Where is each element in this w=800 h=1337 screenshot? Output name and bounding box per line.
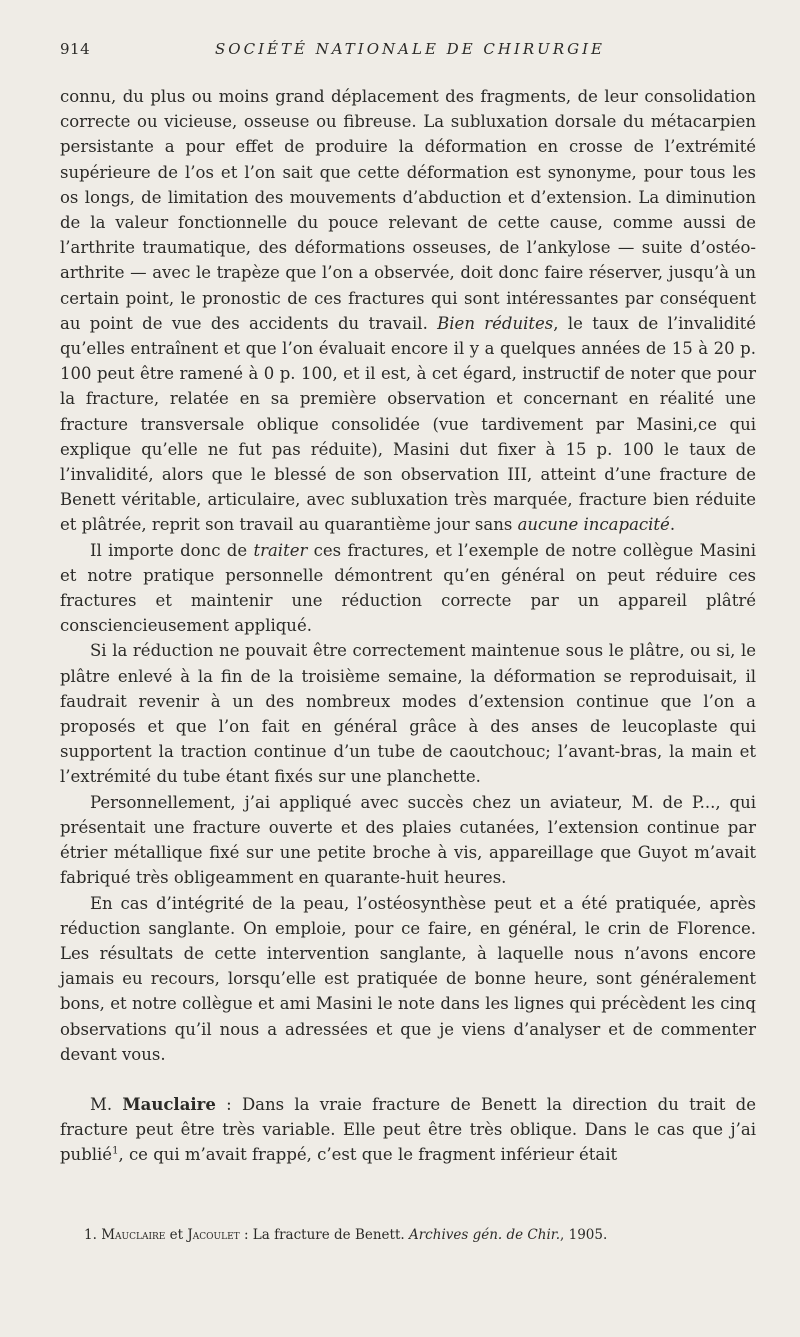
paragraph-1-text-c: .: [669, 515, 676, 535]
footnote-author-2: Jacoulet: [187, 1227, 240, 1243]
paragraph-6: [60, 1092, 756, 1168]
footnote-reference: 1: [112, 1145, 119, 1157]
footnote-number: 1.: [84, 1227, 97, 1243]
footnote-year: , 1905.: [560, 1227, 608, 1243]
footnote-text: : La fracture de Benett.: [239, 1227, 409, 1243]
paragraph-2-italic-a: traiter: [253, 540, 308, 560]
paragraph-1: [60, 84, 756, 538]
paragraph-1-text-a: connu, du plus ou moins grand déplacement des fragments, de leur consolidation correcte ou vicieuse, osseuse ou fibreuse. La subluxation dorsale du métacarpien persistante a pour effet de produire la déformation en crosse de l’extrémité supérieure de l’os et l’on sait que cette déformation est synonyme, pour tous les os longs, de limitation des mouvements d’abduction et d’extension. La diminution de la valeur fonctionnelle du pouce relevant de cette cause, comme aussi de l’arthrite traumatique, des déformations osseuses, de l’ankylose — suite d’ostéo-arthrite — avec le trapèze que l’on a observée, doit donc faire réserver, jusqu’à un certain point, le pronostic de ces fractures qui sont intéressantes par conséquent au point de vue des accidents du travail.: [60, 87, 756, 333]
paragraph-6-text-b: , ce qui m’avait frappé, c’est que le fragment inférieur était: [118, 1145, 618, 1165]
paragraph-5: En cas d’intégrité de la peau, l’ostéosynthèse peut et a été pratiquée, après réduction sanglante. On emploie, pour ce faire, en général, le crin de Florence. Les résultats de cette intervention sanglante, à laquelle nous n’avons encore jamais eu recours, lorsqu’elle est pratiquée de bonne heure, sont généralement bons, et notre collègue et ami Masini le note dans les lignes qui précèdent les cinq observations qu’il nous a adressées et que je viens d’analyser et de commenter devant vous.: [60, 893, 756, 1064]
paragraph-2: [60, 538, 756, 639]
speaker-name: Mauclaire: [122, 1094, 216, 1114]
paragraph-2-text-b: ces fractures, et l’exemple de notre collègue Masini et notre pratique personnelle démontrent qu’en général on peut réduire ces fractures et maintenir une réduction correcte par un appareil plâtré consciencieusement appliqué.: [60, 540, 756, 636]
paragraph-1-text-b: , le taux de l’invalidité qu’elles entraînent et que l’on évaluait encore il y a quelques années de 15 à 20 p. 100 peut être ramené à 0 p. 100, et il est, à cet égard, instructif de noter que pour la fracture, relatée en sa première observation et concernant en réalité une fracture transversale oblique consolidée (vue tardivement par Masini,ce qui explique qu’elle ne fut pas réduite), Masini dut fixer à 15 p. 100 le taux de l’invalidité, alors que le blessé de son observation III, atteint d’une fracture de Benett véritable, articulaire, avec subluxation très marquée, fracture bien réduite et plâtrée, reprit son travail au quarantième jour sans: [60, 313, 756, 535]
paragraph-1-italic-b: aucune incapacité: [517, 515, 670, 535]
running-title: SOCIÉTÉ NATIONALE DE CHIRURGIE: [215, 40, 605, 58]
paragraph-1-italic-a: Bien réduites: [437, 313, 554, 333]
footnote-connector: et: [165, 1227, 188, 1243]
body-text: [60, 84, 756, 1168]
paragraph-2-text-a: Il importe donc de: [90, 540, 254, 560]
paragraph-6-text-a: : Dans la vraie fracture de Benett la direction du trait de fracture peut être très variable. Elle peut être très oblique. Dans le cas que j’ai publié: [60, 1094, 756, 1165]
paragraph-6-prefix: M.: [90, 1094, 123, 1114]
paragraph-4: Personnellement, j’ai appliqué avec succès chez un aviateur, M. de P..., qui présentait une fracture ouverte et des plaies cutanées, l’extension continue par étrier métallique fixé sur une petite broche à vis, appareillage que Guyot m’avait fabriqué très obligeamment en quarante-huit heures.: [60, 792, 756, 888]
footnote-author-1: Mauclaire: [101, 1227, 166, 1243]
paragraph-3: Si la réduction ne pouvait être correctement maintenue sous le plâtre, ou si, le plâtre enlevé à la fin de la troisième semaine, la déformation se reproduisait, il faudrait revenir à un des nombreux modes d’extension continue que l’on a proposés et que l’on fait en général grâce à des anses de leucoplaste qui supportent la traction continue d’un tube de caoutchouc; l’avant-bras, la main et l’extrémité du tube étant fixés sur une planchette.: [60, 641, 756, 787]
page-header: [60, 40, 760, 66]
page-number: 914: [60, 40, 91, 58]
footnote: [84, 1226, 754, 1244]
footnote-journal: Archives gén. de Chir.: [408, 1227, 561, 1243]
